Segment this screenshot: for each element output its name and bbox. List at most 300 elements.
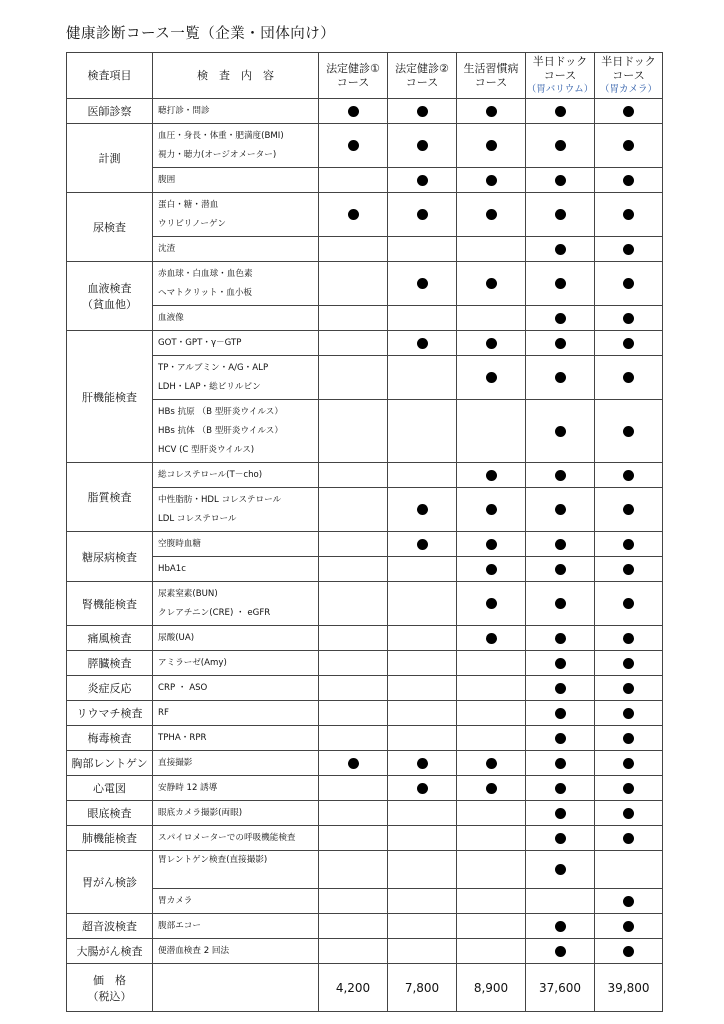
included-dot-icon	[623, 758, 634, 769]
mark-cell	[457, 582, 526, 626]
included-dot-icon	[623, 833, 634, 844]
table-row	[67, 237, 663, 262]
included-dot-icon	[486, 278, 497, 289]
price-tax-note: （税込）	[87, 989, 132, 1003]
exam-item: 空腹時血糖	[158, 538, 201, 549]
included-dot-icon	[417, 783, 428, 794]
exam-item: 聴打診・問診	[158, 105, 210, 116]
included-dot-icon	[486, 539, 497, 550]
table-row	[67, 124, 663, 168]
mark-cell	[526, 801, 595, 826]
header-content: 検 査 内 容	[153, 53, 319, 99]
included-dot-icon	[486, 783, 497, 794]
price-empty-cell	[153, 964, 319, 1012]
mark-cell	[388, 532, 457, 557]
mark-cell	[595, 463, 663, 488]
header-course-1	[319, 53, 388, 99]
mark-cell	[457, 168, 526, 193]
category-cell	[67, 124, 153, 193]
category-cell	[67, 193, 153, 262]
mark-cell	[388, 193, 457, 237]
mark-cell	[319, 193, 388, 237]
exam-item: RF	[158, 707, 169, 718]
category-name: 痛風検査	[87, 632, 132, 645]
price-value: 7,800	[388, 964, 457, 1012]
included-dot-icon	[623, 504, 634, 515]
mark-cell	[319, 306, 388, 331]
mark-cell	[319, 751, 388, 776]
item-cell	[153, 306, 319, 331]
mark-cell	[457, 751, 526, 776]
included-dot-icon	[623, 338, 634, 349]
mark-cell	[388, 262, 457, 306]
included-dot-icon	[555, 598, 566, 609]
table-row	[67, 193, 663, 237]
exam-item: 赤血球・白血球・血色素	[158, 268, 253, 279]
included-dot-icon	[555, 106, 566, 117]
mark-cell	[319, 331, 388, 356]
exam-item: CRP ・ ASO	[158, 682, 208, 693]
mark-cell	[526, 463, 595, 488]
included-dot-icon	[486, 564, 497, 575]
exam-item: 沈渣	[158, 243, 176, 254]
mark-cell	[595, 331, 663, 356]
price-row	[67, 964, 663, 1012]
course-sub: （胃バリウム）	[526, 83, 594, 95]
category-cell	[67, 99, 153, 124]
mark-cell	[457, 801, 526, 826]
exam-item: HBs 抗原 （B 型肝炎ウイルス）	[158, 406, 283, 417]
mark-cell	[319, 626, 388, 651]
included-dot-icon	[555, 921, 566, 932]
mark-cell	[595, 237, 663, 262]
mark-cell	[457, 262, 526, 306]
included-dot-icon	[555, 758, 566, 769]
mark-cell	[319, 463, 388, 488]
table-row	[67, 356, 663, 400]
table-row	[67, 331, 663, 356]
category-cell	[67, 331, 153, 463]
table-row	[67, 851, 663, 889]
table-row	[67, 701, 663, 726]
mark-cell	[457, 676, 526, 701]
item-cell	[153, 676, 319, 701]
mark-cell	[457, 124, 526, 168]
table-row	[67, 676, 663, 701]
mark-cell	[388, 168, 457, 193]
mark-cell	[526, 939, 595, 964]
exam-item: 中性脂肪・HDL コレステロール	[158, 494, 282, 505]
category-cell	[67, 776, 153, 801]
included-dot-icon	[623, 708, 634, 719]
included-dot-icon	[417, 758, 428, 769]
included-dot-icon	[417, 539, 428, 550]
course-suffix: コース	[543, 68, 577, 82]
table-row	[67, 463, 663, 488]
included-dot-icon	[486, 504, 497, 515]
category-cell	[67, 851, 153, 914]
mark-cell	[319, 851, 388, 889]
category-cell	[67, 262, 153, 331]
price-value: 37,600	[526, 964, 595, 1012]
included-dot-icon	[555, 313, 566, 324]
item-cell	[153, 701, 319, 726]
included-dot-icon	[623, 426, 634, 437]
mark-cell	[388, 889, 457, 914]
course-name: 法定健診①	[326, 61, 380, 75]
exam-item: 血圧・身長・体重・肥満度(BMI)	[158, 130, 284, 141]
mark-cell	[319, 356, 388, 400]
mark-cell	[388, 776, 457, 801]
mark-cell	[595, 306, 663, 331]
exam-item: アミラーゼ(Amy)	[158, 657, 227, 668]
exam-item: HBs 抗体 （B 型肝炎ウイルス）	[158, 425, 283, 436]
mark-cell	[319, 939, 388, 964]
category-cell	[67, 532, 153, 582]
included-dot-icon	[486, 758, 497, 769]
table-row	[67, 626, 663, 651]
category-name: 計測	[98, 152, 121, 165]
mark-cell	[319, 557, 388, 582]
included-dot-icon	[623, 598, 634, 609]
included-dot-icon	[623, 808, 634, 819]
mark-cell	[388, 751, 457, 776]
mark-cell	[595, 356, 663, 400]
mark-cell	[526, 331, 595, 356]
mark-cell	[526, 356, 595, 400]
mark-cell	[457, 914, 526, 939]
mark-cell	[595, 751, 663, 776]
mark-cell	[319, 914, 388, 939]
included-dot-icon	[623, 633, 634, 644]
mark-cell	[319, 776, 388, 801]
item-cell	[153, 889, 319, 914]
mark-cell	[595, 168, 663, 193]
mark-cell	[595, 582, 663, 626]
mark-cell	[388, 626, 457, 651]
included-dot-icon	[623, 539, 634, 550]
mark-cell	[319, 532, 388, 557]
mark-cell	[388, 488, 457, 532]
mark-cell	[388, 582, 457, 626]
included-dot-icon	[623, 658, 634, 669]
included-dot-icon	[348, 140, 359, 151]
course-sub: （胃カメラ）	[599, 83, 657, 95]
item-cell	[153, 356, 319, 400]
category-cell	[67, 676, 153, 701]
table-row	[67, 532, 663, 557]
table-row	[67, 262, 663, 306]
header-course-2	[388, 53, 457, 99]
item-cell	[153, 463, 319, 488]
header-row	[67, 53, 663, 99]
included-dot-icon	[555, 244, 566, 255]
item-cell	[153, 168, 319, 193]
item-cell	[153, 651, 319, 676]
item-cell	[153, 237, 319, 262]
item-cell	[153, 851, 319, 889]
mark-cell	[388, 676, 457, 701]
mark-cell	[457, 939, 526, 964]
mark-cell	[319, 826, 388, 851]
mark-cell	[526, 237, 595, 262]
mark-cell	[595, 726, 663, 751]
mark-cell	[595, 99, 663, 124]
mark-cell	[595, 939, 663, 964]
mark-cell	[526, 582, 595, 626]
mark-cell	[526, 851, 595, 889]
included-dot-icon	[623, 564, 634, 575]
included-dot-icon	[417, 175, 428, 186]
price-label-text: 価 格	[93, 973, 126, 987]
table-row	[67, 168, 663, 193]
mark-cell	[526, 776, 595, 801]
mark-cell	[526, 826, 595, 851]
mark-cell	[388, 124, 457, 168]
course-suffix: コース	[336, 75, 370, 89]
course-name: 半日ドック	[532, 54, 588, 68]
included-dot-icon	[486, 106, 497, 117]
mark-cell	[526, 306, 595, 331]
mark-cell	[526, 532, 595, 557]
mark-cell	[457, 557, 526, 582]
item-cell	[153, 262, 319, 306]
exam-item: TP・アルブミン・A/G・ALP	[158, 362, 269, 373]
mark-cell	[388, 826, 457, 851]
course-name: 生活習慣病	[463, 61, 519, 75]
mark-cell	[595, 651, 663, 676]
included-dot-icon	[623, 175, 634, 186]
category-name: 糖尿病検査	[82, 550, 137, 564]
included-dot-icon	[417, 209, 428, 220]
exam-item: 蛋白・糖・潜血	[158, 199, 219, 210]
mark-cell	[388, 651, 457, 676]
course-suffix: コース	[612, 68, 645, 82]
mark-cell	[595, 826, 663, 851]
exam-item: クレアチニン(CRE) ・ eGFR	[158, 607, 271, 618]
category-name: リウマチ検査	[76, 707, 143, 720]
included-dot-icon	[417, 106, 428, 117]
mark-cell	[457, 851, 526, 889]
mark-cell	[457, 626, 526, 651]
included-dot-icon	[555, 708, 566, 719]
mark-cell	[595, 557, 663, 582]
category-cell	[67, 582, 153, 626]
included-dot-icon	[555, 470, 566, 481]
included-dot-icon	[555, 504, 566, 515]
included-dot-icon	[623, 896, 634, 907]
included-dot-icon	[486, 140, 497, 151]
mark-cell	[595, 851, 663, 889]
table-row	[67, 826, 663, 851]
mark-cell	[595, 701, 663, 726]
exam-item: HbA1c	[158, 563, 186, 574]
included-dot-icon	[486, 470, 497, 481]
table-row	[67, 939, 663, 964]
mark-cell	[388, 701, 457, 726]
mark-cell	[457, 306, 526, 331]
exam-item: GOT・GPT・γ－GTP	[158, 337, 242, 348]
included-dot-icon	[555, 372, 566, 383]
included-dot-icon	[417, 504, 428, 515]
category-cell	[67, 751, 153, 776]
exam-item: 安静時 12 誘導	[158, 782, 218, 793]
mark-cell	[319, 488, 388, 532]
included-dot-icon	[555, 833, 566, 844]
included-dot-icon	[417, 140, 428, 151]
header-item: 検査項目	[67, 53, 153, 99]
mark-cell	[595, 801, 663, 826]
mark-cell	[319, 262, 388, 306]
item-cell	[153, 914, 319, 939]
mark-cell	[319, 726, 388, 751]
mark-cell	[526, 626, 595, 651]
included-dot-icon	[486, 338, 497, 349]
item-cell	[153, 488, 319, 532]
included-dot-icon	[623, 733, 634, 744]
category-cell	[67, 914, 153, 939]
mark-cell	[526, 124, 595, 168]
included-dot-icon	[486, 209, 497, 220]
category-name: 尿検査	[93, 221, 126, 234]
category-name: 炎症反応	[87, 682, 132, 695]
category-name: 梅毒検査	[87, 732, 132, 745]
mark-cell	[526, 889, 595, 914]
mark-cell	[457, 356, 526, 400]
table-row	[67, 751, 663, 776]
mark-cell	[388, 463, 457, 488]
mark-cell	[595, 914, 663, 939]
mark-cell	[388, 726, 457, 751]
included-dot-icon	[623, 921, 634, 932]
mark-cell	[595, 193, 663, 237]
mark-cell	[595, 262, 663, 306]
mark-cell	[319, 168, 388, 193]
included-dot-icon	[623, 683, 634, 694]
category-cell	[67, 701, 153, 726]
mark-cell	[526, 193, 595, 237]
included-dot-icon	[555, 683, 566, 694]
category-name: 腎機能検査	[82, 597, 137, 611]
table-row	[67, 306, 663, 331]
exam-item: 尿素窒素(BUN)	[158, 588, 218, 599]
included-dot-icon	[555, 783, 566, 794]
exam-item: 総コレステロール(T－cho)	[158, 469, 263, 480]
included-dot-icon	[623, 278, 634, 289]
included-dot-icon	[623, 244, 634, 255]
mark-cell	[526, 651, 595, 676]
included-dot-icon	[623, 946, 634, 957]
mark-cell	[595, 488, 663, 532]
included-dot-icon	[348, 758, 359, 769]
item-cell	[153, 776, 319, 801]
exam-item: ウリビリノーゲン	[158, 218, 226, 229]
mark-cell	[595, 400, 663, 463]
exam-item: 腹部エコー	[158, 920, 201, 931]
mark-cell	[457, 463, 526, 488]
category-name: 胃がん検診	[82, 876, 137, 889]
exam-item: ヘマトクリット・血小板	[158, 287, 253, 298]
mark-cell	[319, 237, 388, 262]
mark-cell	[319, 124, 388, 168]
item-cell	[153, 193, 319, 237]
table-row	[67, 400, 663, 463]
category-name: 胸部レントゲン	[71, 757, 148, 770]
item-cell	[153, 532, 319, 557]
category-name: 超音波検査	[82, 920, 137, 933]
mark-cell	[388, 939, 457, 964]
included-dot-icon	[555, 564, 566, 575]
included-dot-icon	[555, 338, 566, 349]
included-dot-icon	[555, 733, 566, 744]
included-dot-icon	[623, 783, 634, 794]
header-course-3	[457, 53, 526, 99]
item-cell	[153, 826, 319, 851]
mark-cell	[526, 488, 595, 532]
exam-item: 便潜血検査 2 回法	[158, 945, 230, 956]
item-cell	[153, 626, 319, 651]
exam-item: 尿酸(UA)	[158, 632, 195, 643]
course-name: 半日ドック	[601, 54, 656, 68]
category-cell	[67, 939, 153, 964]
included-dot-icon	[623, 140, 634, 151]
mark-cell	[388, 851, 457, 889]
included-dot-icon	[486, 598, 497, 609]
price-value: 39,800	[595, 964, 663, 1012]
included-dot-icon	[417, 278, 428, 289]
included-dot-icon	[555, 864, 566, 875]
mark-cell	[526, 676, 595, 701]
included-dot-icon	[417, 338, 428, 349]
price-value: 4,200	[319, 964, 388, 1012]
category-name: 医師診察	[87, 105, 132, 118]
mark-cell	[526, 557, 595, 582]
included-dot-icon	[555, 140, 566, 151]
mark-cell	[319, 801, 388, 826]
mark-cell	[457, 726, 526, 751]
mark-cell	[457, 331, 526, 356]
table-body	[67, 99, 663, 964]
mark-cell	[388, 331, 457, 356]
mark-cell	[595, 124, 663, 168]
table-row	[67, 557, 663, 582]
exam-item: TPHA・RPR	[158, 732, 207, 743]
included-dot-icon	[555, 946, 566, 957]
included-dot-icon	[555, 175, 566, 186]
category-cell	[67, 626, 153, 651]
included-dot-icon	[623, 209, 634, 220]
exam-item: スパイロメーターでの呼吸機能検査	[158, 832, 296, 843]
mark-cell	[388, 801, 457, 826]
mark-cell	[388, 914, 457, 939]
category-name: 大腸がん検査	[76, 945, 143, 958]
mark-cell	[319, 400, 388, 463]
category-cell	[67, 463, 153, 532]
exam-item: 眼底カメラ撮影(両眼)	[158, 807, 243, 818]
exam-item: HCV (C 型肝炎ウイルス)	[158, 444, 255, 455]
category-name: 心電図	[93, 782, 126, 795]
category-name: 膵臓検査	[87, 657, 132, 670]
exam-item: 血液像	[158, 312, 184, 323]
price-label	[67, 964, 153, 1012]
item-cell	[153, 400, 319, 463]
item-cell	[153, 751, 319, 776]
table-row	[67, 488, 663, 532]
mark-cell	[457, 826, 526, 851]
category-cell	[67, 726, 153, 751]
exam-item: LDH・LAP・総ビリルビン	[158, 381, 261, 392]
table-row	[67, 776, 663, 801]
